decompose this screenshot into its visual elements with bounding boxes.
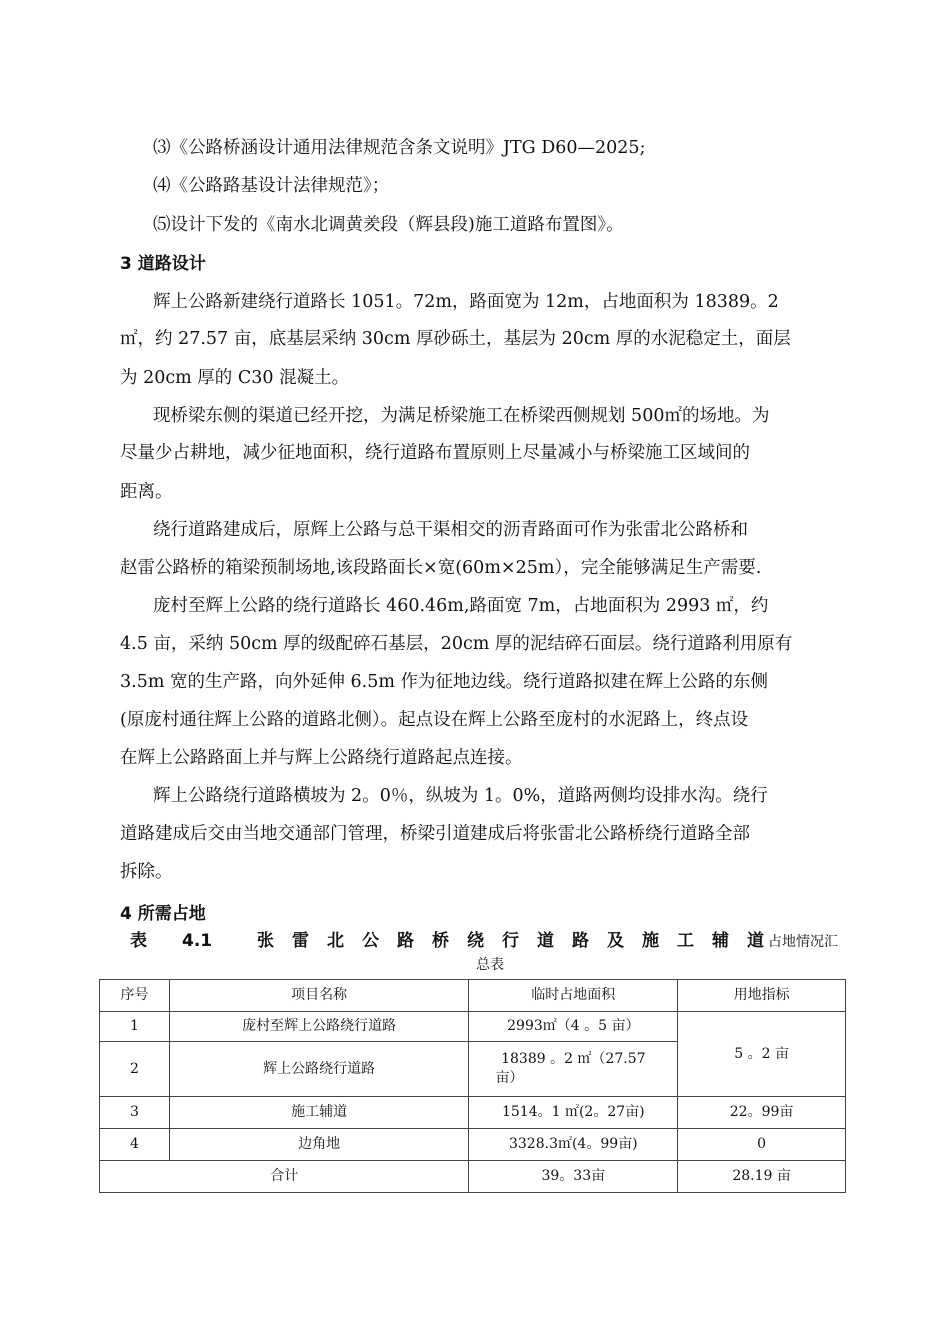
reference-item: ⑶《公路桥涵设计通用法律规范含条文说明》JTG D60—2025; bbox=[153, 138, 646, 158]
caption-char: 公 bbox=[362, 931, 379, 951]
paragraph-line: (原庞村通往辉上公路的道路北侧）。起点设在辉上公路至庞村的水泥路上，终点设 bbox=[120, 710, 749, 730]
paragraph-line: 绕行道路建成后，原辉上公路与总干渠相交的沥青路面可作为张雷北公路桥和 bbox=[153, 520, 748, 540]
header-cell: 临时占地面积 bbox=[469, 980, 678, 1012]
caption-char: 路 bbox=[572, 931, 589, 951]
caption-char: 路 bbox=[397, 931, 414, 951]
header-cell: 用地指标 bbox=[678, 980, 846, 1012]
paragraph-line: 现桥梁东侧的渠道已经开挖，为满足桥梁施工在桥梁西侧规划 500㎡的场地。为 bbox=[153, 406, 770, 426]
table-row bbox=[100, 1129, 846, 1161]
table-row bbox=[100, 1012, 846, 1042]
header-cell: 项目名称 bbox=[169, 980, 469, 1012]
paragraph-line: 在辉上公路路面上并与辉上公路绕行道路起点连接。 bbox=[120, 748, 523, 768]
total-index: 28.19 亩 bbox=[678, 1161, 846, 1193]
caption-char: 道 bbox=[537, 931, 554, 951]
project-name: 边角地 bbox=[169, 1129, 469, 1161]
reference-item: ⑷《公路路基设计法律规范》； bbox=[153, 176, 390, 196]
table-header-row bbox=[100, 980, 846, 1012]
land-index-merged: 5 。2 亩 bbox=[678, 1012, 846, 1097]
row-number: 4 bbox=[100, 1129, 170, 1161]
paragraph-line: 辉上公路绕行道路横坡为 2。0％，纵坡为 1。0%，道路两侧均设排水沟。绕行 bbox=[153, 786, 768, 806]
table-row bbox=[100, 1097, 846, 1129]
temp-area-line: 亩） bbox=[495, 1070, 524, 1086]
caption-char: 辅 bbox=[712, 931, 729, 951]
temp-area bbox=[469, 1042, 678, 1097]
caption-char: 道 bbox=[747, 931, 764, 951]
paragraph-line: 辉上公路新建绕行道路长 1051。72m，路面宽为 12m，占地面积为 18389。2 bbox=[153, 292, 779, 312]
project-name: 辉上公路绕行道路 bbox=[169, 1042, 469, 1097]
total-label: 合计 bbox=[100, 1161, 469, 1193]
paragraph-line: 3.5m 宽的生产路，向外延伸 6.5m 作为征地边线。绕行道路拟建在辉上公路的东侧 bbox=[120, 672, 769, 692]
caption-char: 施 bbox=[642, 931, 659, 951]
caption-label: 表 bbox=[130, 931, 147, 951]
reference-item: ⑸设计下发的《南水北调黄羑段（辉县段)施工道路布置图》。 bbox=[153, 215, 624, 235]
row-number: 3 bbox=[100, 1097, 170, 1129]
temp-area: 1514。1 ㎡(2。27亩) bbox=[469, 1097, 678, 1129]
project-name: 庞村至辉上公路绕行道路 bbox=[169, 1012, 469, 1042]
caption-tail-2: 总表 bbox=[476, 957, 504, 973]
row-number: 1 bbox=[100, 1012, 170, 1042]
total-area: 39。33亩 bbox=[469, 1161, 678, 1193]
temp-area: 2993㎡（4 。5 亩） bbox=[469, 1012, 678, 1042]
paragraph-line: 为 20cm 厚的 C30 混凝土。 bbox=[120, 368, 350, 388]
land-index: 0 bbox=[678, 1129, 846, 1161]
project-name: 施工辅道 bbox=[169, 1097, 469, 1129]
paragraph-line: 庞村至辉上公路的绕行道路长 460.46m,路面宽 7m，占地面积为 2993 ㎡，约 bbox=[153, 596, 769, 616]
section-heading: 4 所需占地 bbox=[120, 904, 206, 924]
paragraph-line: 赵雷公路桥的箱梁预制场地,该段路面长×宽(60m×25m），完全能够满足生产需要. bbox=[120, 558, 762, 578]
paragraph-line: 4.5 亩，采纳 50cm 厚的级配碎石基层，20cm 厚的泥结碎石面层。绕行道路利用原有 bbox=[120, 634, 793, 654]
paragraph-line: 距离。 bbox=[120, 482, 173, 502]
temp-area: 3328.3㎡(4。99亩) bbox=[469, 1129, 678, 1161]
paragraph-line: 道路建成后交由当地交通部门管理，桥梁引道建成后将张雷北公路桥绕行道路全部 bbox=[120, 824, 750, 844]
caption-char: 工 bbox=[677, 931, 694, 951]
land-index: 22。99亩 bbox=[678, 1097, 846, 1129]
caption-number: 4.1 bbox=[182, 931, 213, 951]
caption-char: 雷 bbox=[292, 931, 309, 951]
header-cell: 序号 bbox=[100, 980, 170, 1012]
caption-char: 行 bbox=[502, 931, 519, 951]
caption-char: 及 bbox=[607, 931, 624, 951]
caption-tail: 占地情况汇 bbox=[768, 934, 838, 950]
land-use-table bbox=[99, 979, 846, 1193]
paragraph-line: 拆除。 bbox=[120, 862, 173, 882]
caption-char: 张 bbox=[257, 931, 274, 951]
caption-char: 桥 bbox=[432, 931, 449, 951]
temp-area-line: 18389 。2 ㎡（27.57 bbox=[501, 1051, 646, 1067]
row-number: 2 bbox=[100, 1042, 170, 1097]
table-total-row bbox=[100, 1161, 846, 1193]
caption-char: 北 bbox=[327, 931, 344, 951]
caption-char: 绕 bbox=[467, 931, 484, 951]
paragraph-line: ㎡，约 27.57 亩，底基层采纳 30cm 厚砂砾土，基层为 20cm 厚的水泥稳定土，面层 bbox=[120, 329, 791, 349]
section-heading: 3 道路设计 bbox=[120, 254, 206, 274]
paragraph-line: 尽量少占耕地，减少征地面积，绕行道路布置原则上尽量减小与桥梁施工区域间的 bbox=[120, 443, 750, 463]
